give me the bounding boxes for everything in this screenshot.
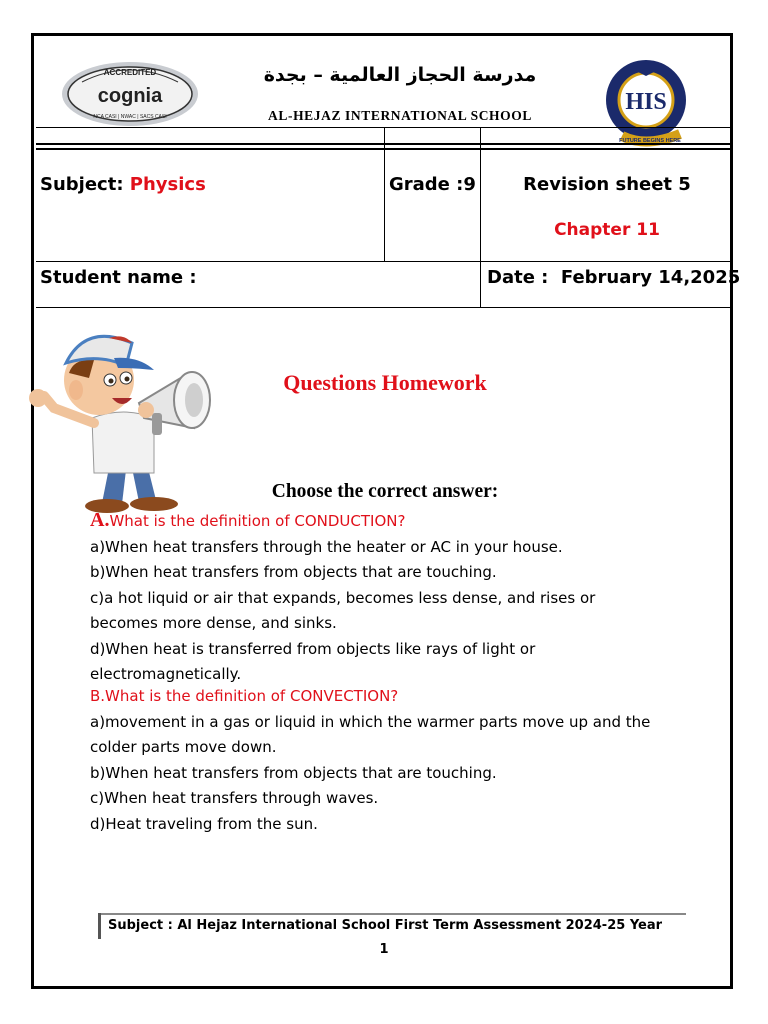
subject-cell — [40, 174, 206, 195]
table-bottom-rule — [36, 307, 730, 308]
date-label: Date : February 14,2025 — [487, 267, 741, 288]
question-a-block — [90, 508, 710, 688]
instruction-heading: Choose the correct answer: — [271, 481, 499, 502]
grade-cell: Grade :9 — [389, 174, 476, 195]
table-col-divider-1 — [384, 127, 385, 262]
header-top-rule — [36, 127, 730, 128]
question-a-option-c: c)a hot liquid or air that expands, becomes less dense, and rises or becomes more dense, and sinks. — [90, 588, 596, 632]
footer-rule — [98, 913, 686, 915]
question-a-text: What is the definition of CONDUCTION? — [109, 512, 406, 530]
question-b-option-d: d)Heat traveling from the sun. — [90, 814, 318, 833]
footer-text: Subject : Al Hejaz International School First Term Assessment 2024-25 Year — [108, 918, 663, 933]
subject-label: Subject: — [40, 174, 124, 195]
question-b-block — [90, 684, 710, 837]
question-a-option-d: d)When heat is transferred from objects like rays of light or electromagnetically. — [90, 639, 536, 683]
logo-agencies-text: NCA CASI | NWAC | SACS CASI — [93, 114, 167, 120]
page-number: 1 — [379, 942, 389, 957]
header-double-rule-2 — [36, 148, 730, 150]
header-double-rule-1 — [36, 143, 730, 145]
question-a-heading — [90, 508, 710, 535]
question-a-option-a: a)When heat transfers through the heater or AC in your house. — [90, 537, 563, 556]
school-name-english: AL-HEJAZ INTERNATIONAL SCHOOL — [268, 108, 532, 123]
question-a-letter: A. — [90, 509, 110, 531]
logo-initials-text: HIS — [625, 89, 667, 115]
logo-cognia-text: cognia — [97, 85, 163, 107]
question-a-option-b: b)When heat transfers from objects that are touching. — [90, 563, 497, 581]
question-b-option-c: c)When heat transfers through waves. — [90, 789, 379, 807]
logo-motto-text: FUTURE BEGINS HERE — [619, 138, 681, 144]
sheet-title: Revision sheet 5 — [523, 174, 691, 195]
question-b-heading: B.What is the definition of CONVECTION? — [90, 687, 399, 705]
subject-value: Physics — [129, 174, 206, 195]
chapter-label: Chapter 11 — [554, 220, 660, 240]
cognia-accreditation-logo — [60, 60, 200, 128]
footer-side-bar — [98, 913, 101, 939]
question-b-option-b: b)When heat transfers from objects that are touching. — [90, 763, 497, 782]
table-row-divider — [36, 261, 730, 262]
student-name-label: Student name : — [40, 267, 197, 288]
question-b-option-a: a)movement in a gas or liquid in which the warmer parts move up and the colder parts move down. — [90, 712, 651, 756]
logo-accredited-text: ACCREDITED — [103, 68, 157, 77]
school-crest-logo — [588, 58, 706, 148]
table-col-divider-2 — [480, 127, 481, 308]
school-name-arabic: مدرسة الحجاز العالمية – بجدة — [263, 64, 537, 86]
homework-title: Questions Homework — [283, 370, 487, 395]
